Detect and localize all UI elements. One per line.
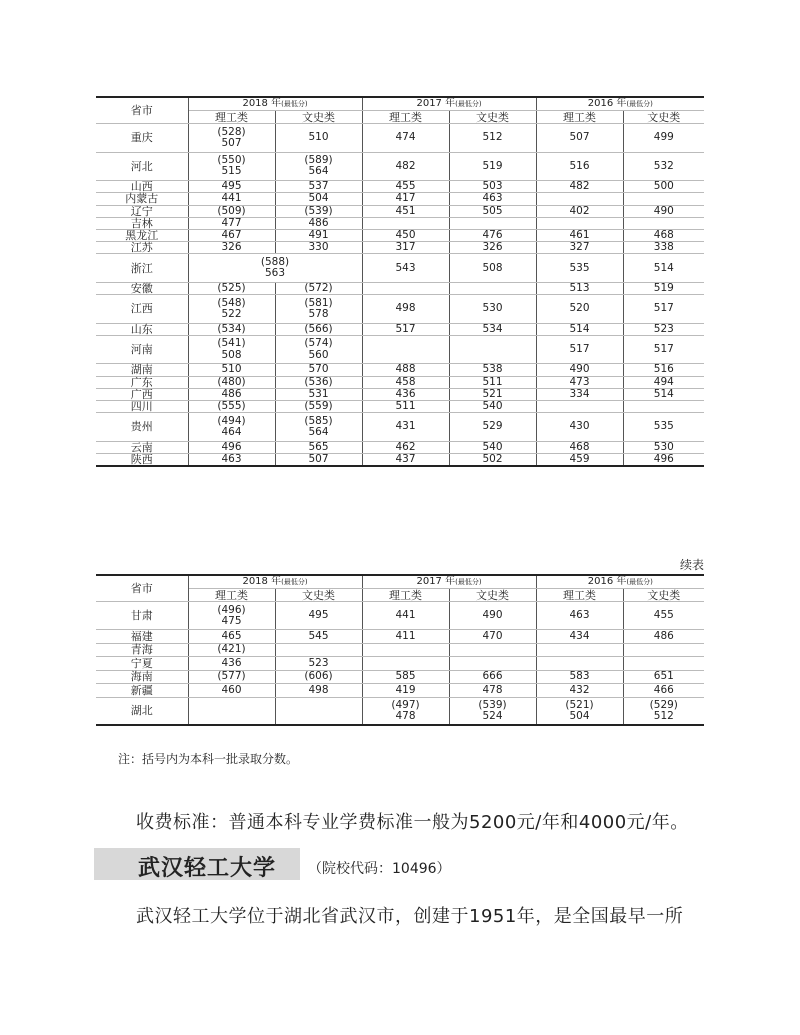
table-row xyxy=(96,152,704,181)
score-cell: 486 xyxy=(275,217,362,229)
score-cell: 441 xyxy=(188,193,275,205)
score-cell xyxy=(623,697,704,725)
score-cell: 496 xyxy=(188,441,275,453)
score-cell xyxy=(362,282,449,294)
score-cell: 486 xyxy=(188,388,275,400)
score-cell: 488 xyxy=(362,364,449,376)
score-cell: 491 xyxy=(275,230,362,242)
score-cell: 465 xyxy=(188,630,275,644)
score-cell xyxy=(449,697,536,725)
score-line: (528) xyxy=(217,125,246,138)
province-cell: 海南 xyxy=(96,670,188,684)
score-cell: 504 xyxy=(275,193,362,205)
score-cell: 490 xyxy=(449,602,536,630)
header-row-categories xyxy=(96,111,704,124)
province-cell: 河南 xyxy=(96,335,188,364)
score-cell: 519 xyxy=(623,282,704,294)
score-cell xyxy=(362,697,449,725)
score-cell xyxy=(188,335,275,364)
score-cell: (525) xyxy=(188,282,275,294)
score-cell: 327 xyxy=(536,242,623,254)
score-cell: 432 xyxy=(536,684,623,698)
score-cell xyxy=(362,335,449,364)
score-cell: 498 xyxy=(362,295,449,324)
score-line: (521) xyxy=(565,698,594,711)
score-cell xyxy=(362,643,449,657)
score-cell: 330 xyxy=(275,242,362,254)
score-line: 564 xyxy=(308,425,329,438)
score-line: 508 xyxy=(221,348,242,361)
table-row xyxy=(96,217,704,229)
score-line: 515 xyxy=(221,165,242,178)
score-cell: 519 xyxy=(449,152,536,181)
score-cell: 540 xyxy=(449,400,536,412)
table-row xyxy=(96,670,704,684)
table-row xyxy=(96,388,704,400)
score-cell xyxy=(275,413,362,442)
score-cell: 436 xyxy=(362,388,449,400)
score-line: (550) xyxy=(217,154,246,167)
header-science: 理工类 xyxy=(536,111,623,124)
score-cell: 451 xyxy=(362,205,449,217)
header-arts: 文史类 xyxy=(449,111,536,124)
table-row xyxy=(96,295,704,324)
province-cell: 福建 xyxy=(96,630,188,644)
score-line: (548) xyxy=(217,296,246,309)
score-cell: (534) xyxy=(188,323,275,335)
score-cell: 478 xyxy=(449,684,536,698)
table-note: 注：括号内为本科一批录取分数。 xyxy=(118,752,299,766)
score-cell xyxy=(536,697,623,725)
header-year-2018 xyxy=(188,575,362,589)
score-cell: 482 xyxy=(536,181,623,193)
header-year-label: 2017 年 xyxy=(416,576,456,587)
score-cell: 466 xyxy=(623,684,704,698)
header-year-2016 xyxy=(536,97,704,111)
score-cell: 477 xyxy=(188,217,275,229)
score-cell: 505 xyxy=(449,205,536,217)
score-cell: 517 xyxy=(623,295,704,324)
table-row xyxy=(96,697,704,725)
score-cell: 565 xyxy=(275,441,362,453)
score-cell: 500 xyxy=(623,181,704,193)
score-cell: 430 xyxy=(536,413,623,442)
score-cell xyxy=(275,697,362,725)
header-year-suffix: (最低分) xyxy=(281,100,308,108)
score-cell: 511 xyxy=(449,376,536,388)
score-cell xyxy=(623,400,704,412)
score-cell: 498 xyxy=(275,684,362,698)
score-cell: 520 xyxy=(536,295,623,324)
score-cell: (421) xyxy=(188,643,275,657)
score-cell: 502 xyxy=(449,453,536,466)
province-cell: 江苏 xyxy=(96,242,188,254)
university-name: 武汉轻工大学 xyxy=(138,856,277,881)
score-cell: 462 xyxy=(362,441,449,453)
score-line: (574) xyxy=(304,337,333,350)
university-code: （院校代码：10496） xyxy=(308,861,451,877)
header-science: 理工类 xyxy=(362,589,449,602)
score-cell: (509) xyxy=(188,205,275,217)
score-cell xyxy=(449,217,536,229)
province-cell: 贵州 xyxy=(96,413,188,442)
score-line: (541) xyxy=(217,337,246,350)
header-province: 省市 xyxy=(96,97,188,124)
score-cell: (480) xyxy=(188,376,275,388)
header-arts: 文史类 xyxy=(449,589,536,602)
score-line: 504 xyxy=(569,709,590,722)
score-cell: 402 xyxy=(536,205,623,217)
score-cell: 441 xyxy=(362,602,449,630)
score-line: 475 xyxy=(221,614,242,627)
score-cell: 463 xyxy=(188,453,275,466)
table-row xyxy=(96,400,704,412)
score-cell: (536) xyxy=(275,376,362,388)
province-cell: 四川 xyxy=(96,400,188,412)
score-cell xyxy=(275,643,362,657)
province-cell: 重庆 xyxy=(96,124,188,153)
header-year-suffix: (最低分) xyxy=(626,100,653,108)
score-cell xyxy=(188,413,275,442)
header-science: 理工类 xyxy=(536,589,623,602)
score-cell xyxy=(449,657,536,671)
score-cell: (555) xyxy=(188,400,275,412)
score-cell: 523 xyxy=(275,657,362,671)
province-cell: 辽宁 xyxy=(96,205,188,217)
score-cell: 513 xyxy=(536,282,623,294)
header-arts: 文史类 xyxy=(623,111,704,124)
header-year-2017 xyxy=(362,97,536,111)
score-cell: 532 xyxy=(623,152,704,181)
score-line: 563 xyxy=(264,267,286,280)
province-cell: 广西 xyxy=(96,388,188,400)
score-line: 522 xyxy=(221,307,242,320)
score-cell: 540 xyxy=(449,441,536,453)
table-row xyxy=(96,441,704,453)
header-year-suffix: (最低分) xyxy=(626,578,653,586)
province-cell: 安徽 xyxy=(96,282,188,294)
header-row-years xyxy=(96,97,704,111)
table-row xyxy=(96,602,704,630)
score-cell: 517 xyxy=(362,323,449,335)
score-line: 478 xyxy=(395,709,416,722)
table-row xyxy=(96,242,704,254)
score-cell: 317 xyxy=(362,242,449,254)
score-line: (588) xyxy=(260,255,290,268)
score-cell: 516 xyxy=(536,152,623,181)
score-cell: 434 xyxy=(536,630,623,644)
score-cell: 436 xyxy=(188,657,275,671)
score-cell: 585 xyxy=(362,670,449,684)
header-year-suffix: (最低分) xyxy=(455,100,482,108)
score-line: (529) xyxy=(649,698,678,711)
province-cell: 甘肃 xyxy=(96,602,188,630)
score-cell: 507 xyxy=(536,124,623,153)
score-line: (589) xyxy=(304,154,333,167)
score-cell: 523 xyxy=(623,323,704,335)
score-cell xyxy=(188,602,275,630)
score-cell xyxy=(188,697,275,725)
score-cell: 470 xyxy=(449,630,536,644)
score-cell: 459 xyxy=(536,453,623,466)
score-cell: 490 xyxy=(623,205,704,217)
province-cell: 广东 xyxy=(96,376,188,388)
score-cell: 514 xyxy=(536,323,623,335)
header-year-suffix: (最低分) xyxy=(281,578,308,586)
table-row xyxy=(96,376,704,388)
score-line: 564 xyxy=(308,165,329,178)
score-cell: 490 xyxy=(536,364,623,376)
province-cell: 湖南 xyxy=(96,364,188,376)
header-year-2017 xyxy=(362,575,536,589)
score-cell: 535 xyxy=(623,413,704,442)
score-cell: 326 xyxy=(449,242,536,254)
score-cell: 508 xyxy=(449,254,536,283)
province-cell: 青海 xyxy=(96,643,188,657)
score-cell: 510 xyxy=(188,364,275,376)
admission-score-table xyxy=(96,96,704,467)
score-cell: 455 xyxy=(362,181,449,193)
score-cell: 334 xyxy=(536,388,623,400)
score-cell: 521 xyxy=(449,388,536,400)
table-row xyxy=(96,124,704,153)
score-cell xyxy=(449,282,536,294)
score-cell: (566) xyxy=(275,323,362,335)
score-cell: 482 xyxy=(362,152,449,181)
score-cell: 535 xyxy=(536,254,623,283)
score-cell: 507 xyxy=(275,453,362,466)
table-row xyxy=(96,323,704,335)
continued-label: 续表 xyxy=(679,558,704,572)
table-row xyxy=(96,205,704,217)
score-cell: 534 xyxy=(449,323,536,335)
header-year-2018 xyxy=(188,97,362,111)
score-line: (496) xyxy=(217,603,246,616)
score-cell: 473 xyxy=(536,376,623,388)
score-line: 464 xyxy=(221,425,242,438)
province-cell: 江西 xyxy=(96,295,188,324)
header-science: 理工类 xyxy=(188,111,275,124)
score-cell: 545 xyxy=(275,630,362,644)
table-row xyxy=(96,643,704,657)
table-row xyxy=(96,282,704,294)
score-cell: 583 xyxy=(536,670,623,684)
table-row xyxy=(96,657,704,671)
score-cell: 494 xyxy=(623,376,704,388)
score-cell: 512 xyxy=(449,124,536,153)
score-cell: 511 xyxy=(362,400,449,412)
score-cell: 530 xyxy=(449,295,536,324)
score-cell: 570 xyxy=(275,364,362,376)
score-cell: 537 xyxy=(275,181,362,193)
score-line: 507 xyxy=(221,136,242,149)
province-cell: 湖北 xyxy=(96,697,188,725)
score-cell: 419 xyxy=(362,684,449,698)
score-cell xyxy=(449,643,536,657)
province-cell: 吉林 xyxy=(96,217,188,229)
score-cell xyxy=(275,295,362,324)
province-cell: 新疆 xyxy=(96,684,188,698)
score-cell: (539) xyxy=(275,205,362,217)
score-cell: (606) xyxy=(275,670,362,684)
score-line: (581) xyxy=(304,296,333,309)
province-cell: 浙江 xyxy=(96,254,188,283)
score-cell: 517 xyxy=(623,335,704,364)
score-cell: 651 xyxy=(623,670,704,684)
score-cell xyxy=(362,217,449,229)
score-cell: 467 xyxy=(188,230,275,242)
score-cell: (559) xyxy=(275,400,362,412)
table-row xyxy=(96,413,704,442)
score-cell: 476 xyxy=(449,230,536,242)
score-cell xyxy=(449,335,536,364)
score-line: 578 xyxy=(308,307,329,320)
university-intro: 武汉轻工大学位于湖北省武汉市，创建于1951年，是全国最早一所 xyxy=(136,906,684,927)
table-row xyxy=(96,453,704,466)
score-cell: 486 xyxy=(623,630,704,644)
header-year-2016 xyxy=(536,575,704,589)
score-cell: 538 xyxy=(449,364,536,376)
score-line: 512 xyxy=(653,709,674,722)
score-cell: 666 xyxy=(449,670,536,684)
score-cell: 499 xyxy=(623,124,704,153)
score-cell: 468 xyxy=(623,230,704,242)
province-cell: 山西 xyxy=(96,181,188,193)
score-cell: 417 xyxy=(362,193,449,205)
score-cell: 338 xyxy=(623,242,704,254)
score-cell: 531 xyxy=(275,388,362,400)
admission-score-table-continued xyxy=(96,574,704,726)
score-cell: 326 xyxy=(188,242,275,254)
score-cell xyxy=(623,217,704,229)
score-cell xyxy=(188,152,275,181)
header-year-suffix: (最低分) xyxy=(455,578,482,586)
score-cell xyxy=(275,152,362,181)
score-cell-merged xyxy=(188,254,362,283)
score-cell xyxy=(536,217,623,229)
score-cell xyxy=(275,335,362,364)
score-cell xyxy=(623,657,704,671)
score-cell xyxy=(623,193,704,205)
score-cell xyxy=(536,643,623,657)
province-cell: 河北 xyxy=(96,152,188,181)
score-cell: 455 xyxy=(623,602,704,630)
table-row xyxy=(96,335,704,364)
header-row-categories xyxy=(96,589,704,602)
score-cell: 460 xyxy=(188,684,275,698)
province-cell: 云南 xyxy=(96,441,188,453)
header-arts: 文史类 xyxy=(623,589,704,602)
table-row xyxy=(96,364,704,376)
score-cell: 514 xyxy=(623,388,704,400)
score-line: (497) xyxy=(391,698,420,711)
table-row xyxy=(96,193,704,205)
score-cell: 468 xyxy=(536,441,623,453)
province-cell: 宁夏 xyxy=(96,657,188,671)
header-year-label: 2018 年 xyxy=(242,576,282,587)
table-row xyxy=(96,254,704,283)
score-cell xyxy=(188,124,275,153)
score-cell: 411 xyxy=(362,630,449,644)
score-cell: 458 xyxy=(362,376,449,388)
score-cell xyxy=(536,657,623,671)
score-cell: 530 xyxy=(623,441,704,453)
score-cell: 496 xyxy=(623,453,704,466)
score-line: (494) xyxy=(217,414,246,427)
header-row-years xyxy=(96,575,704,589)
header-arts: 文史类 xyxy=(275,111,362,124)
score-cell: 463 xyxy=(536,602,623,630)
header-year-label: 2016 年 xyxy=(587,98,627,109)
header-science: 理工类 xyxy=(188,589,275,602)
score-cell: 510 xyxy=(275,124,362,153)
score-cell xyxy=(362,657,449,671)
table-row xyxy=(96,684,704,698)
score-cell: 543 xyxy=(362,254,449,283)
score-cell: (572) xyxy=(275,282,362,294)
header-science: 理工类 xyxy=(362,111,449,124)
province-cell: 内蒙古 xyxy=(96,193,188,205)
header-province: 省市 xyxy=(96,575,188,602)
header-year-label: 2018 年 xyxy=(242,98,282,109)
score-cell: 474 xyxy=(362,124,449,153)
score-cell: 437 xyxy=(362,453,449,466)
table-row xyxy=(96,230,704,242)
score-cell: 431 xyxy=(362,413,449,442)
score-cell xyxy=(623,643,704,657)
header-year-label: 2016 年 xyxy=(587,576,627,587)
header-arts: 文史类 xyxy=(275,589,362,602)
score-cell: 514 xyxy=(623,254,704,283)
score-cell: 529 xyxy=(449,413,536,442)
score-cell: 516 xyxy=(623,364,704,376)
score-cell: 461 xyxy=(536,230,623,242)
score-cell xyxy=(536,400,623,412)
province-cell: 山东 xyxy=(96,323,188,335)
score-cell: 503 xyxy=(449,181,536,193)
score-cell: 450 xyxy=(362,230,449,242)
score-cell: (577) xyxy=(188,670,275,684)
table-row xyxy=(96,630,704,644)
score-line: (539) xyxy=(478,698,507,711)
fee-standard-text: 收费标准：普通本科专业学费标准一般为5200元/年和4000元/年。 xyxy=(136,812,689,833)
province-cell: 黑龙江 xyxy=(96,230,188,242)
score-line: 560 xyxy=(308,348,329,361)
score-cell xyxy=(188,295,275,324)
score-cell: 495 xyxy=(275,602,362,630)
header-year-label: 2017 年 xyxy=(416,98,456,109)
score-line: (585) xyxy=(304,414,333,427)
table-row xyxy=(96,181,704,193)
score-cell xyxy=(536,193,623,205)
score-cell: 517 xyxy=(536,335,623,364)
province-cell: 陕西 xyxy=(96,453,188,466)
score-line: 524 xyxy=(482,709,503,722)
score-cell: 463 xyxy=(449,193,536,205)
score-cell: 495 xyxy=(188,181,275,193)
